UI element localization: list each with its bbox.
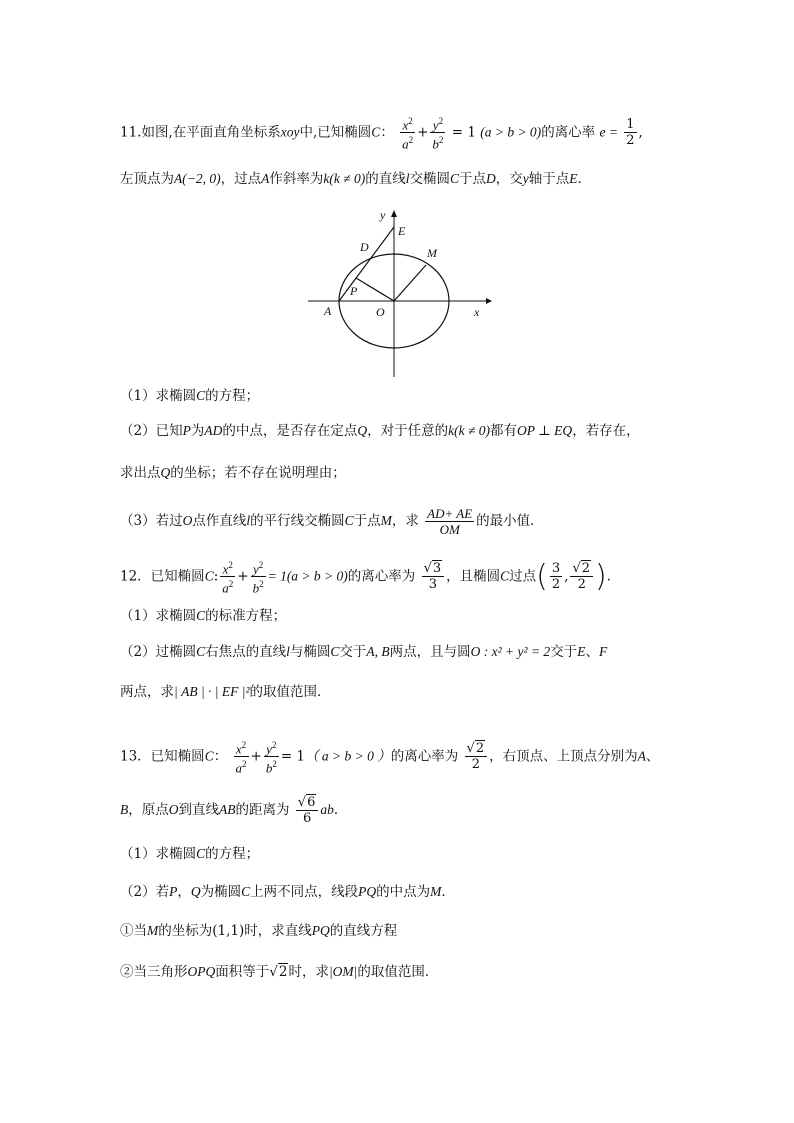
p11-frac-ratio — [425, 506, 474, 537]
p12-text: 两点，求 — [120, 684, 174, 700]
p12-var-C: C — [500, 568, 510, 584]
p11-text: 中,已知椭圆 — [299, 124, 372, 141]
p11-var-y: y — [522, 171, 529, 186]
line-l — [339, 227, 394, 301]
p11-b: b — [432, 136, 439, 152]
p11-two: 2 — [626, 133, 635, 149]
p13-sqrt2: 2 — [475, 741, 485, 757]
p13-eq1: = 1 — [280, 748, 306, 765]
p11-text: 轴于点 — [528, 171, 570, 187]
p11-perp: OP ⊥ EQ — [516, 423, 573, 438]
p12-rparen: ) — [595, 558, 607, 594]
p11-line1: 11.如图,在平面直角坐标系xoy中,已知椭圆C： $\frac{x^2}{a^2}$ + $\frac{y^2}{b^2}$ = 1 (a > b > 0)的离心率 e = $\frac{1}{2}$ , — [120, 116, 643, 152]
p13-var-B: B — [120, 802, 129, 817]
p13-frac-x: $\frac{x^2}{a^2}$ — [235, 740, 247, 776]
p11-text: 的方程； — [205, 388, 260, 404]
p12-circle: O : x² + y² = 2 — [470, 644, 551, 659]
p11-var-P: P — [182, 423, 191, 438]
p13-text: ． — [333, 802, 348, 818]
p13-cond: （ a > b > 0 ） — [305, 748, 391, 764]
p12-q1 — [120, 606, 286, 626]
label-D: D — [360, 240, 369, 254]
p11-text: ，交 — [495, 171, 523, 187]
p11-k-cond: k(k ≠ 0) — [323, 171, 366, 186]
label-E: E — [398, 224, 406, 238]
p13-text: 的中点为 — [376, 884, 431, 900]
p13-text: 的方程； — [205, 846, 260, 862]
p11-var-l: l — [405, 171, 410, 186]
p13-var-PQ: PQ — [358, 884, 377, 899]
p11-text: 的中点，是否存在定点 — [222, 423, 358, 439]
p13-var-P: P — [169, 884, 178, 899]
p11-text: （1）求椭圆 — [120, 388, 197, 404]
p11-q3 — [120, 506, 544, 537]
p12-pt-num1: 3 — [551, 561, 561, 577]
p11-var-Q: Q — [357, 423, 368, 438]
p11-xoy: xoy — [280, 124, 300, 140]
p11-text: 交椭圆 — [409, 171, 451, 187]
p11-cond: (a > b > 0) — [480, 124, 542, 140]
p11-text: ． — [577, 171, 592, 187]
p11-q2b — [120, 463, 346, 483]
p13-sqrt2b: 2 — [278, 964, 288, 980]
p11-text: 11.如图,在平面直角坐标系 — [120, 124, 281, 141]
p12-text: 的离心率为 — [347, 568, 416, 585]
p11-var-D: D — [486, 171, 496, 186]
p12-text: ，且椭圆 — [446, 568, 501, 585]
p13-var-Q: Q — [190, 884, 201, 899]
p12-line1: 12．已知椭圆C: $\frac{x^2}{a^2}$ + $\frac{y^2}{b^2}$ = 1(a > b > 0)的离心率为 $\frac{√3}{3}$ ，且椭圆C过点( $\frac{3}{2}$ , $\frac{√2}{2}$ )． — [120, 558, 621, 596]
p13-text: ，右顶点、上顶点分别为 — [489, 748, 638, 765]
p12-den3: 3 — [428, 577, 437, 593]
p13-text: ②当三角形 — [120, 964, 188, 980]
p13-line1: 13．已知椭圆C： $\frac{x^2}{a^2}$ + $\frac{y^2}{b^2}$ = 1（ a > b > 0 ）的离心率为 $\frac{√2}{2}$ ，右顶点、上顶点分别为A、 — [120, 740, 660, 776]
p13-var-C: C — [196, 846, 206, 861]
p12-pt-num2: 2 — [581, 561, 591, 577]
p11-e-eq: e = — [599, 124, 618, 140]
p11-frac-num: AD+ AE — [427, 506, 473, 521]
p13-q2 — [120, 882, 455, 902]
p11-text: 的离心率 — [541, 124, 596, 141]
p13-text: ，原点 — [128, 802, 169, 818]
p11-text: ： — [380, 124, 394, 141]
p13-frac-e: $\frac{√2}{2}$ — [465, 741, 488, 772]
p13-text: 的取值范围． — [357, 964, 439, 980]
p11-text: 的最小值． — [476, 513, 544, 529]
p12-text: ． — [606, 568, 621, 585]
p13-text: 的直线方程 — [329, 923, 398, 939]
p13-text: （2）若 — [120, 884, 170, 900]
p11-q2 — [120, 421, 640, 441]
p11-var-C: C — [344, 513, 354, 528]
p13-text: 时，求直线 — [244, 923, 312, 939]
p13-text: 、 — [645, 748, 660, 765]
p11-line2 — [120, 169, 591, 189]
label-x: x — [474, 305, 480, 319]
p13-text: 到直线 — [178, 802, 219, 818]
p11-q1 — [120, 386, 259, 406]
p11-var-M: M — [380, 513, 392, 528]
p13-y: y — [266, 741, 272, 757]
p12-var-F: F — [598, 644, 608, 659]
p11-comma: , — [638, 124, 643, 141]
p13-pt11: (1,1) — [212, 923, 245, 939]
p13-text: 为椭圆 — [200, 884, 242, 900]
p13-text: 面积等于 — [215, 964, 270, 980]
p12-text: : — [213, 568, 219, 585]
p11-text: 于点 — [353, 513, 381, 529]
p11-a: a — [402, 136, 409, 152]
p11-eq1: = 1 — [451, 124, 476, 141]
p12-var-C: C — [204, 568, 214, 584]
p13-var-M: M — [430, 884, 442, 899]
p11-y: y — [432, 117, 439, 133]
p12-text: 的标准方程； — [205, 608, 287, 624]
p12-text: 12．已知椭圆 — [120, 568, 205, 585]
p13-frac-dist: $\frac{√6}{6}$ — [296, 795, 319, 826]
p12-pt-den2: 2 — [577, 577, 586, 593]
p11-text: 点作直线 — [192, 513, 247, 529]
p13-den2: 2 — [471, 757, 480, 773]
p12-text: 过点 — [509, 568, 537, 585]
p12-var-l: l — [286, 644, 290, 659]
p11-one: 1 — [626, 117, 635, 133]
p11-text: 左顶点为 — [120, 171, 174, 187]
p13-text: ， — [177, 884, 191, 900]
p11-text: 于点 — [459, 171, 487, 187]
p13-var-C: C — [241, 884, 251, 899]
p13-text: 的坐标为 — [158, 923, 213, 939]
p12-b: b — [252, 580, 260, 596]
label-y: y — [380, 208, 386, 222]
p11-text: ，若存在， — [572, 423, 640, 439]
label-A: A — [324, 304, 332, 318]
p12-lparen: ( — [536, 558, 548, 594]
segment-OP — [356, 278, 394, 301]
p13-s2: ②当三角形OPQ面积等于√2时，求|OM|的取值范围． — [120, 964, 439, 980]
p11-text: （3）若过 — [120, 513, 183, 529]
p11-text: 作斜率为 — [269, 171, 324, 187]
p12-frac-x: $\frac{x^2}{a^2}$ — [222, 560, 234, 596]
p13-var-OM: |OM| — [328, 964, 358, 979]
p11-x: x — [402, 117, 409, 133]
p13-frac-y: $\frac{y^2}{b^2}$ — [265, 740, 277, 776]
p12-var-C: C — [196, 608, 206, 623]
p13-var-AB: AB — [219, 802, 236, 817]
p11-text: 的直线 — [365, 171, 406, 187]
p12-pt-frac1 — [550, 561, 562, 592]
p13-q1 — [120, 844, 259, 864]
p13-text: 的离心率为 — [390, 748, 459, 765]
p11-var-E: E — [569, 171, 578, 186]
p13-var-O: O — [168, 802, 179, 817]
p12-text: 的取值范围． — [249, 684, 331, 700]
p12-text: （2）过椭圆 — [120, 644, 197, 660]
p12-var-C: C — [196, 644, 206, 659]
p13-text: 的距离为 — [235, 802, 290, 818]
p12-sqrt3: 3 — [432, 561, 442, 577]
p12-q2 — [120, 642, 607, 662]
p12-var-E: E — [577, 644, 586, 659]
p11-A-point: A(−2, 0) — [174, 171, 221, 186]
p13-text: ． — [441, 884, 455, 900]
p12-text: 两点，且与圆 — [389, 644, 471, 660]
p11-frac-y: $\frac{y^2}{b^2}$ — [432, 116, 444, 152]
p12-x: x — [222, 561, 229, 577]
p13-var-C: C — [204, 748, 214, 764]
p11-text: 的平行线交椭圆 — [250, 513, 345, 529]
p12-eq1: = 1(a > b > 0) — [267, 568, 348, 584]
p13-ab: ab — [320, 802, 334, 817]
p12-a: a — [222, 580, 229, 596]
p11-text: 求出点 — [120, 465, 161, 481]
p12-expr: | AB | · | EF |² — [174, 684, 250, 699]
p12-y: y — [252, 561, 259, 577]
p12-text: 、 — [585, 644, 599, 660]
p11-var-C: C — [450, 171, 460, 186]
p13-var-OPQ: OPQ — [187, 964, 216, 979]
p13-s1 — [120, 921, 397, 941]
p12-pt-frac2: $\frac{√2}{2}$ — [570, 561, 593, 592]
p11-k-cond: k(k ≠ 0) — [448, 423, 490, 438]
p12-frac-y: $\frac{y^2}{b^2}$ — [252, 560, 264, 596]
p12-text: , — [564, 568, 569, 585]
p12-text: 交于 — [550, 644, 578, 660]
p12-q2b — [120, 682, 331, 702]
ellipse-figure — [300, 205, 500, 380]
y-axis-arrow — [391, 210, 397, 217]
p13-b: b — [265, 760, 273, 776]
p12-frac-e: $\frac{√3}{3}$ — [422, 561, 445, 592]
p13-x: x — [235, 741, 242, 757]
p11-var-l: l — [246, 513, 251, 528]
p13-var-PQ: PQ — [311, 923, 330, 938]
p13-sqrt6: 6 — [307, 795, 316, 810]
p13-a: a — [235, 760, 242, 776]
p12-text: 交于 — [339, 644, 367, 660]
p13-text: ： — [213, 748, 228, 765]
p12-var-C: C — [330, 644, 340, 659]
p11-text: （2）已知 — [120, 423, 183, 439]
p13-den6: 6 — [302, 811, 312, 826]
label-M: M — [427, 246, 437, 260]
p12-text: 右焦点的直线 — [205, 644, 287, 660]
p11-var-C: C — [196, 388, 206, 403]
p12-text: （1）求椭圆 — [120, 608, 197, 624]
p11-var-AD: AD — [204, 423, 223, 438]
p11-frac-half — [624, 117, 636, 148]
p11-text: 的坐标；若不存在说明理由； — [170, 465, 346, 481]
p13-var-A: A — [637, 748, 646, 764]
p11-text: 都有 — [489, 423, 517, 439]
p11-var-C: C — [371, 124, 381, 140]
p12-var-AB: A, B — [366, 644, 390, 659]
p11-text: ，过点 — [220, 171, 262, 187]
p13-text: ①当 — [120, 923, 147, 939]
p11-var-O: O — [182, 513, 193, 528]
p13-text: 上两不同点，线段 — [250, 884, 359, 900]
p12-text: 与椭圆 — [289, 644, 331, 660]
p13-line2 — [120, 795, 347, 826]
p13-var-M: M — [147, 923, 159, 938]
label-O: O — [376, 305, 385, 319]
p12-pt-den1: 2 — [551, 577, 561, 593]
segment-OM — [394, 265, 426, 301]
x-axis-arrow — [486, 298, 492, 304]
p11-text: 为 — [190, 423, 205, 439]
p11-var-Q: Q — [160, 465, 171, 480]
p11-frac-den: OM — [439, 522, 460, 537]
p11-text: ，对于任意的 — [367, 423, 449, 439]
p13-text: 13．已知椭圆 — [120, 748, 205, 765]
p13-text: （1）求椭圆 — [120, 846, 197, 862]
p11-text: ，求 — [391, 513, 419, 529]
p13-text: 时，求 — [288, 964, 329, 980]
label-P: P — [350, 284, 358, 298]
p11-frac-x: $\frac{x^2}{a^2}$ — [402, 116, 414, 152]
p11-var-A: A — [261, 171, 270, 186]
